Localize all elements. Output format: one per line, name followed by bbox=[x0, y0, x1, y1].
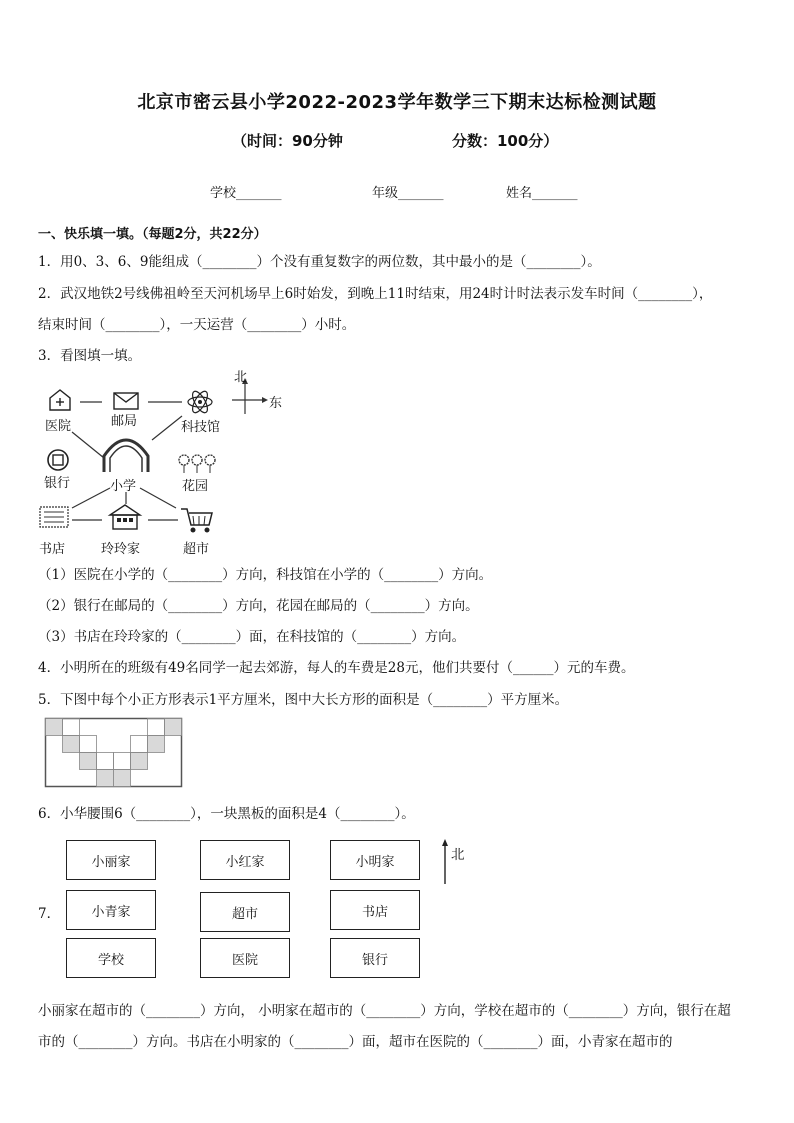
coin-icon bbox=[46, 448, 70, 472]
box-supermarket: 超市 bbox=[200, 892, 290, 932]
box-bank: 银行 bbox=[330, 938, 420, 978]
lingling-home-label: 玲玲家 bbox=[101, 542, 141, 557]
compass-east-label: 东 bbox=[269, 396, 283, 411]
area-grid-figure bbox=[45, 718, 185, 788]
north-label: 北 bbox=[451, 847, 465, 863]
question-5: 5．下图中每个小正方形表示1平方厘米，图中大长方形的面积是（________）平方厘米。 bbox=[38, 692, 569, 708]
section-heading: 一、快乐填一填。（每题2分，共22分） bbox=[38, 227, 267, 242]
question-3-2: （2）银行在邮局的（________）方向，花园在邮局的（________）方向。 bbox=[38, 598, 479, 614]
box-xiaohong-home: 小红家 bbox=[200, 840, 290, 880]
box-hospital: 医院 bbox=[200, 938, 290, 978]
bank-label: 银行 bbox=[44, 476, 71, 491]
question-4: 4．小明所在的班级有49名同学一起去郊游，每人的车费是28元，他们共要付（______）元的车费。 bbox=[38, 660, 635, 676]
flower-icon bbox=[176, 452, 218, 474]
question-3-3: （3）书店在玲玲家的（________）面，在科技馆的（________）方向。 bbox=[38, 629, 466, 645]
box-bookstore: 书店 bbox=[330, 890, 420, 930]
grade-field[interactable]: 年级_______ bbox=[372, 186, 444, 201]
compass-north-label: 北 bbox=[234, 370, 248, 385]
question-7-line1: 小丽家在超市的（________）方向， 小明家在超市的（________）方向，学校在超市的（________）方向，银行在超 bbox=[38, 1003, 731, 1019]
garden-label: 花园 bbox=[182, 479, 209, 494]
bookstore-label: 书店 bbox=[39, 542, 66, 557]
shopping-cart-icon bbox=[180, 506, 214, 534]
box-xiaoli-home: 小丽家 bbox=[66, 840, 156, 880]
hospital-label: 医院 bbox=[45, 419, 72, 434]
question-7-number: 7． bbox=[38, 906, 61, 922]
school-label: 小学 bbox=[110, 479, 137, 494]
school-field[interactable]: 学校_______ bbox=[210, 186, 282, 201]
time-limit: （时间：90分钟 bbox=[232, 132, 343, 150]
name-field[interactable]: 姓名_______ bbox=[506, 186, 578, 201]
supermarket-label: 超市 bbox=[183, 542, 210, 557]
question-6: 6．小华腰围6（________），一块黑板的面积是4（________）。 bbox=[38, 806, 415, 822]
box-xiaoming-home: 小明家 bbox=[330, 840, 420, 880]
house-icon bbox=[108, 503, 142, 531]
question-2-line1: 2．武汉地铁2号线佛祖岭至天河机场早上6时始发，到晚上11时结束，用24时计时法表示发车时间（________）， bbox=[38, 286, 713, 302]
question-2-line2: 结束时间（________），一天运营（________）小时。 bbox=[38, 317, 356, 333]
envelope-icon bbox=[113, 392, 139, 410]
page-title: 北京市密云县小学2022-2023学年数学三下期末达标检测试题 bbox=[137, 92, 657, 113]
box-xiaoqing-home: 小青家 bbox=[66, 890, 156, 930]
books-icon bbox=[38, 504, 70, 530]
question-3-1: （1）医院在小学的（________）方向，科技馆在小学的（________）方向。 bbox=[38, 567, 493, 583]
question-3: 3．看图填一填。 bbox=[38, 348, 142, 364]
atom-icon bbox=[186, 389, 214, 415]
box-school: 学校 bbox=[66, 938, 156, 978]
question-7-line2: 市的（________）方向。书店在小明家的（________）面，超市在医院的（________）面，小青家在超市的 bbox=[38, 1034, 673, 1050]
total-score: 分数：100分） bbox=[452, 132, 559, 150]
hospital-icon bbox=[48, 388, 72, 412]
science-museum-label: 科技馆 bbox=[181, 420, 221, 435]
question-1: 1．用0、3、6、9能组成（________）个没有重复数字的两位数，其中最小的是（________）。 bbox=[38, 254, 601, 270]
post-office-label: 邮局 bbox=[111, 414, 138, 429]
